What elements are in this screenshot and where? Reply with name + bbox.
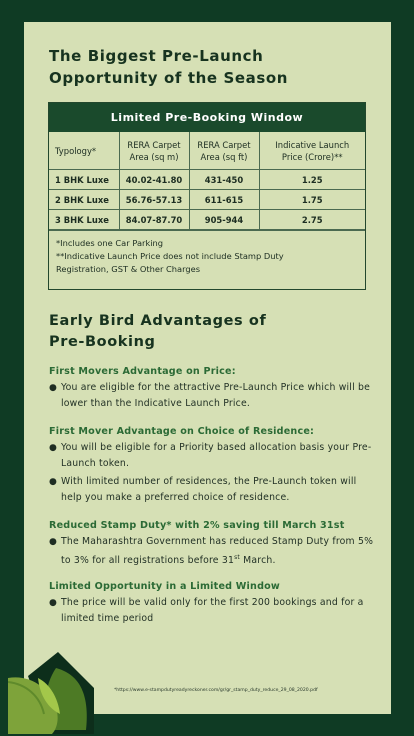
note-charges: Registration, GST & Other Charges	[56, 264, 201, 274]
column-header-area-sqm: RERA Carpet Area (sq m)	[119, 132, 189, 170]
table-cell: 905-944	[189, 210, 259, 230]
column-header-typology: Typology*	[49, 132, 119, 170]
note-launch-price: **Indicative Launch Price does not include Stamp Duty	[56, 251, 284, 261]
advantage-heading: First Movers Advantage on Price:	[49, 366, 236, 377]
table-cell: 56.76-57.13	[119, 190, 189, 210]
list-item: ● The Maharashtra Government has reduced Stamp Duty from 5% to 3% for all registrations before 31st March.	[49, 536, 374, 567]
advantage-price	[49, 366, 379, 414]
headline-line-1: The Biggest Pre-Launch	[49, 47, 264, 65]
bullet-icon: ●	[49, 537, 58, 547]
pre-booking-table	[48, 102, 366, 290]
list-item: ● With limited number of residences, the Pre-Launch token will help you make a preferred choice of residence.	[49, 476, 357, 503]
advantage-stamp-duty	[49, 520, 379, 571]
table-cell: 1 BHK Luxe	[49, 170, 119, 190]
list-item: ● You are eligible for the attractive Pre-Launch Price which will be lower than the Indicative Launch Price.	[49, 382, 371, 409]
advantage-residence	[49, 426, 379, 508]
advantages-title: Early Bird Advantages of Pre-Booking	[49, 313, 267, 350]
advantage-heading: First Mover Advantage on Choice of Residence:	[49, 426, 315, 437]
table-cell: 611-615	[189, 190, 259, 210]
table-cell: 1.75	[259, 190, 365, 210]
headline-line-2: Opportunity of the Season	[49, 69, 289, 87]
source-footnote: *https://www.e-stampdutyreadyreckoner.com/gr/gr_stamp_duty_reduce_29_08_2020.pdf	[114, 688, 318, 693]
list-item: ● The price will be valid only for the first 200 bookings and for a limited time period	[49, 597, 364, 624]
note-car-parking: *Includes one Car Parking	[56, 238, 164, 248]
pricing-table	[49, 132, 365, 230]
table-header-row	[49, 132, 365, 170]
table-row	[49, 210, 365, 230]
bullet-icon: ●	[49, 477, 58, 487]
table-cell: 2.75	[259, 210, 365, 230]
bullet-icon: ●	[49, 598, 58, 608]
list-item: ● You will be eligible for a Priority based allocation basis your Pre-Launch token.	[49, 442, 372, 469]
leaf-logo-icon	[8, 648, 94, 734]
column-header-price: Indicative Launch Price (Crore)**	[259, 132, 365, 170]
table-row	[49, 190, 365, 210]
table-cell: 2 BHK Luxe	[49, 190, 119, 210]
advantage-heading: Limited Opportunity in a Limited Window	[49, 581, 280, 592]
advantage-limited-window	[49, 581, 379, 629]
column-header-area-sqft: RERA Carpet Area (sq ft)	[189, 132, 259, 170]
table-cell: 3 BHK Luxe	[49, 210, 119, 230]
page-headline	[49, 45, 369, 89]
advantage-heading: Reduced Stamp Duty* with 2% saving till March 31st	[49, 520, 345, 531]
table-cell: 40.02-41.80	[119, 170, 189, 190]
table-cell: 431-450	[189, 170, 259, 190]
table-row	[49, 170, 365, 190]
bullet-icon: ●	[49, 443, 58, 453]
bullet-icon: ●	[49, 383, 58, 393]
info-card	[24, 22, 391, 714]
table-cell: 84.07-87.70	[119, 210, 189, 230]
table-title: Limited Pre-Booking Window	[49, 103, 365, 132]
table-notes	[49, 230, 365, 272]
table-cell: 1.25	[259, 170, 365, 190]
